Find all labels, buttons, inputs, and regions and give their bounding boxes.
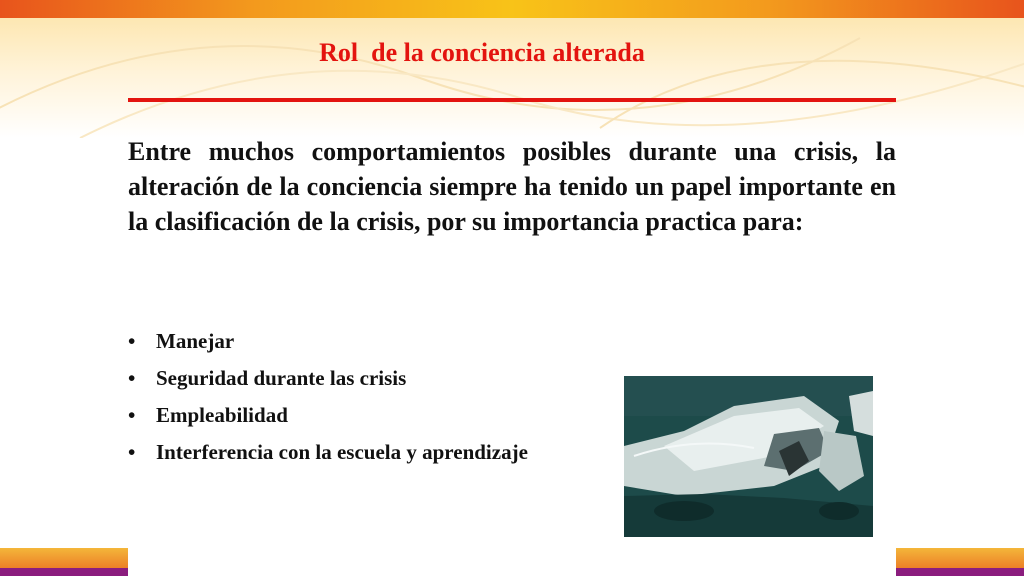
- top-accent-band: [0, 0, 1024, 18]
- bottom-left-stripe: [0, 568, 128, 576]
- list-item: [128, 397, 528, 434]
- title-underline: [128, 98, 896, 102]
- bullet-list: [128, 323, 528, 471]
- list-item: [128, 434, 528, 471]
- decorative-swirls: [0, 18, 1024, 138]
- bullet-text: Manejar: [156, 329, 235, 353]
- bullet-marker: •: [128, 440, 136, 464]
- bullet-marker: •: [128, 329, 136, 353]
- bullet-marker: •: [128, 403, 136, 427]
- bullet-marker: •: [128, 366, 136, 390]
- bullet-text: Empleabilidad: [156, 403, 288, 427]
- bottom-right-stripe: [896, 568, 1024, 576]
- list-item: [128, 323, 528, 360]
- crashed-car-photo: [624, 376, 873, 537]
- bullet-text: Seguridad durante las crisis: [156, 366, 407, 390]
- bullet-text: Interferencia con la escuela y aprendizaje: [156, 440, 528, 464]
- list-item: [128, 360, 528, 397]
- intro-paragraph: Entre muchos comportamientos posibles durante una crisis, la alteración de la conciencia siempre ha tenido un papel importante en la clasificación de la crisis, por su importancia practica para:: [128, 137, 896, 236]
- slide-title: Rol de la conciencia alterada: [319, 38, 645, 67]
